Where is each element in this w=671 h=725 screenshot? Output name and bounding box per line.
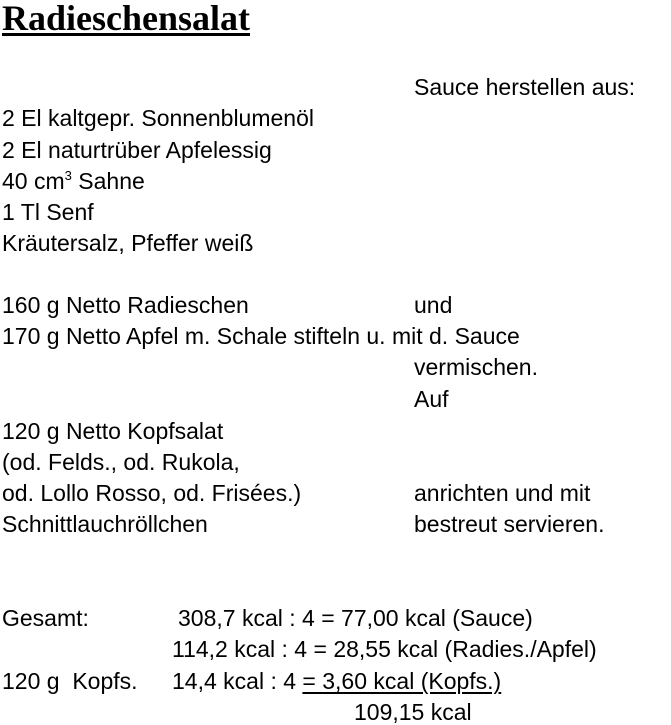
cream-name: Sahne (71, 168, 145, 194)
ingredient-oil: 2 El kaltgepr. Sonnenblumenöl (2, 105, 314, 131)
cream-unit-superscript: 3 (64, 168, 72, 183)
instruction-auf: Auf (414, 386, 449, 412)
lettuce-calc: 14,4 kcal : 4 (172, 668, 303, 694)
totals-lettuce (172, 670, 501, 693)
cream-amount: 40 cm (2, 168, 65, 194)
ingredient-chives: Schnittlauchröllchen (2, 511, 208, 537)
totals-sauce: 308,7 kcal : 4 = 77,00 kcal (Sauce) (178, 605, 533, 631)
ingredient-radish: 160 g Netto Radieschen (2, 292, 249, 318)
lettuce-alternatives-1: (od. Felds., od. Rukola, (2, 449, 240, 475)
ingredient-mustard: 1 Tl Senf (2, 199, 94, 225)
sauce-heading: Sauce herstellen aus: (414, 74, 636, 100)
lettuce-alternatives-2: od. Lollo Rosso, od. Frisées.) (2, 480, 302, 506)
instruction-und: und (414, 292, 453, 318)
instruction-vermischen: vermischen. (414, 354, 538, 380)
ingredient-vinegar: 2 El naturtrüber Apfelessig (2, 137, 272, 163)
recipe-title: Radieschensalat (2, 0, 251, 38)
ingredient-cream (2, 170, 145, 193)
ingredient-lettuce: 120 g Netto Kopfsalat (2, 418, 224, 444)
totals-sum: 109,15 kcal (354, 699, 472, 725)
totals-label: Gesamt: (2, 605, 89, 631)
instruction-anrichten: anrichten und mit (414, 480, 591, 506)
ingredient-seasoning: Kräutersalz, Pfeffer weiß (2, 230, 254, 256)
lettuce-result: = 3,60 kcal (Kopfs.) (302, 668, 502, 694)
ingredient-apple: 170 g Netto Apfel m. Schale stifteln u. mit d. Sauce (2, 323, 520, 349)
totals-radish-apple: 114,2 kcal : 4 = 28,55 kcal (Radies./Apfel) (172, 636, 597, 662)
totals-lettuce-label: 120 g Kopfs. (2, 668, 138, 694)
instruction-bestreut: bestreut servieren. (414, 511, 605, 537)
